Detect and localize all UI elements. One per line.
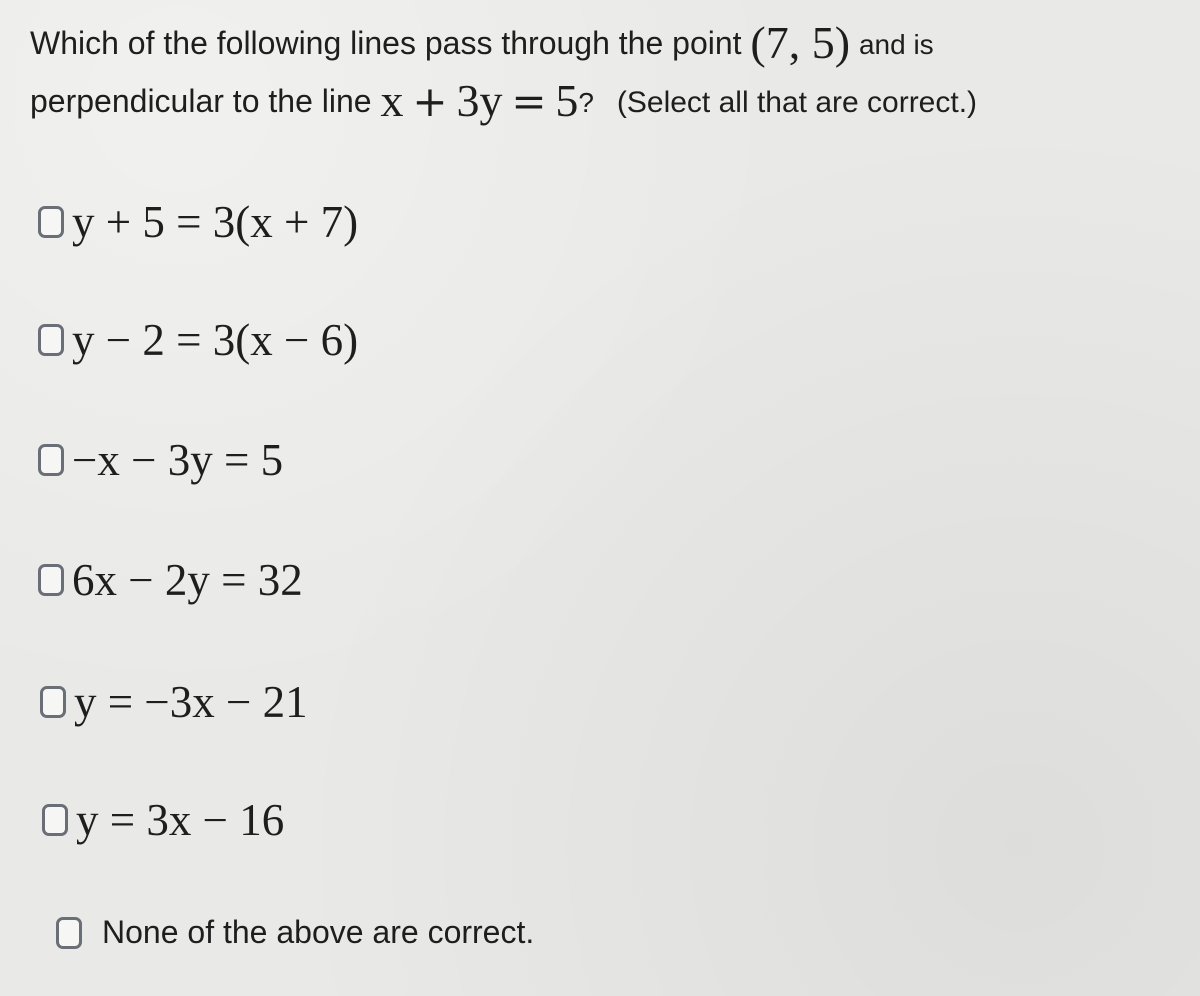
question-mark: ? bbox=[578, 87, 594, 118]
select-all-instruction: (Select all that are correct.) bbox=[616, 86, 978, 119]
option-none[interactable] bbox=[56, 914, 534, 951]
option-label: y + 5 = 3(x + 7) bbox=[72, 197, 359, 247]
checkbox-icon[interactable] bbox=[38, 206, 64, 238]
question-line-2 bbox=[30, 75, 978, 126]
option-label: −x − 3y = 5 bbox=[72, 435, 284, 485]
point-coordinates: (7, 5) bbox=[750, 17, 851, 68]
checkbox-icon[interactable] bbox=[38, 564, 64, 596]
option-label: 6x − 2y = 32 bbox=[72, 555, 303, 605]
equation-equals: = bbox=[511, 77, 547, 126]
equation-rhs: 5 bbox=[555, 75, 579, 126]
option-1[interactable] bbox=[38, 196, 358, 248]
option-2[interactable] bbox=[38, 314, 358, 366]
option-label: y = −3x − 21 bbox=[74, 677, 308, 727]
checkbox-icon[interactable] bbox=[40, 686, 66, 718]
option-5[interactable] bbox=[40, 676, 308, 728]
question-part-3: perpendicular to the line bbox=[30, 83, 372, 119]
checkbox-icon[interactable] bbox=[38, 324, 64, 356]
option-3[interactable] bbox=[38, 434, 283, 486]
option-label: None of the above are correct. bbox=[102, 914, 535, 950]
checkbox-icon[interactable] bbox=[56, 917, 82, 949]
option-4[interactable] bbox=[38, 554, 303, 606]
equation-plus: + bbox=[412, 77, 448, 126]
question-line-1 bbox=[30, 17, 934, 68]
option-6[interactable] bbox=[42, 794, 284, 846]
equation-x: x bbox=[380, 75, 404, 126]
checkbox-icon[interactable] bbox=[38, 444, 64, 476]
checkbox-icon[interactable] bbox=[42, 804, 68, 836]
question-part-2: and is bbox=[858, 29, 934, 60]
option-label: y = 3x − 16 bbox=[76, 795, 285, 845]
option-label: y − 2 = 3(x − 6) bbox=[72, 315, 359, 365]
equation-3y: 3y bbox=[456, 75, 503, 126]
question-part-1: Which of the following lines pass through the point bbox=[30, 25, 742, 61]
